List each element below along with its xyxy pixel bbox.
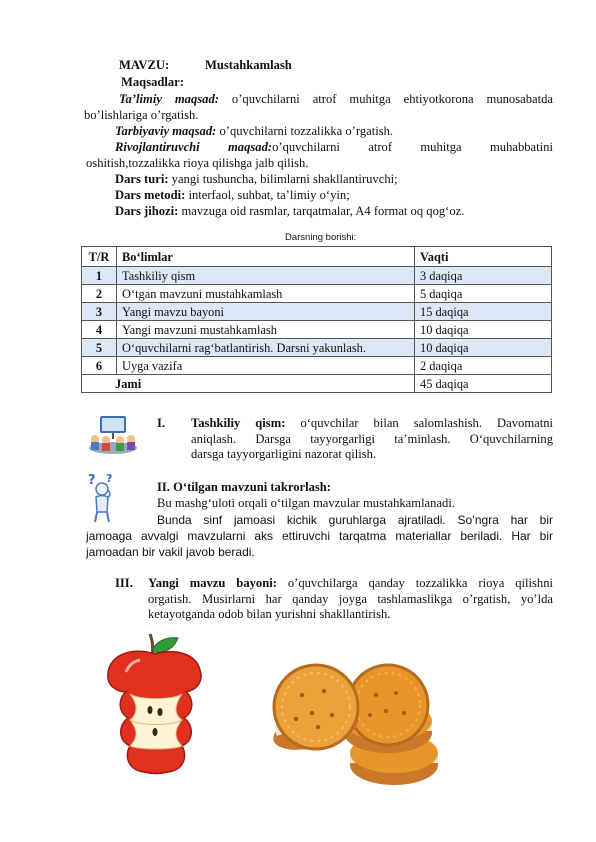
svg-text:?: ? xyxy=(88,473,96,488)
row-section: O‘tgan mavzuni mustahkamlash xyxy=(117,285,415,303)
dars-turi-label: Dars turi: xyxy=(115,172,169,186)
sandwich-cookies-image xyxy=(266,655,446,795)
dars-jihozi-text: mavzuga oid rasmlar, tarqatmalar, A4 format oq qog‘oz. xyxy=(178,204,465,218)
tarbiyaviy-label: Tarbiyaviy maqsad: xyxy=(115,124,217,138)
table-row xyxy=(82,285,552,303)
talimiy-text-2: bo’lishlariga o’rgatish. xyxy=(84,108,199,122)
rivoj-label-1: Rivojlantiruvchi xyxy=(115,140,200,154)
rivoj-word-muhabbatini: muhabbatini xyxy=(489,140,553,154)
section-2-text-2: Bunda sinf jamoasi kichik guruhlarga ajratiladi. So’ngra har bir xyxy=(157,513,553,527)
row-section: O‘quvchilarni rag‘batlantirish. Darsni yakunlash. xyxy=(117,339,415,357)
row-time: 10 daqiqa xyxy=(415,339,552,357)
section-1-body xyxy=(191,416,553,463)
row-number: 5 xyxy=(82,339,117,357)
section-2-text-4: jamoadan bir vakil javob beradi. xyxy=(86,545,255,559)
dars-metodi-label: Dars metodi: xyxy=(115,188,186,202)
row-number: 2 xyxy=(82,285,117,303)
svg-text:?: ? xyxy=(106,472,113,485)
rivoj-text-1: o’quvchilarni xyxy=(272,140,340,154)
section-3-text-2: orgatish. Musirlarni har qanday joyga tashlamaslikga o’rgatish, yo’lda xyxy=(148,591,553,606)
row-number: 4 xyxy=(82,321,117,339)
dars-turi-line xyxy=(115,172,398,187)
mavzu-label: MAVZU: xyxy=(119,58,170,72)
section-2-text-3: jamoaga avvalgi mavzularni aks ettiruvchi tarqatma materiallar beriladi. Har bir xyxy=(86,529,553,543)
total-value: 45 daqiqa xyxy=(415,375,552,393)
row-number: 6 xyxy=(82,357,117,375)
dars-jihozi-line xyxy=(115,204,464,219)
rivoj-label-2: maqsad: xyxy=(228,140,273,154)
section-1-text-2: aniqlash. Darsga tayyorgarligi ta’minlash. O‘quvchilarning xyxy=(191,431,553,446)
rivoj-text-2: oshitish,tozzalikka rioya qilishga jalb qilish. xyxy=(86,156,309,170)
mavzu-value: Mustahkamlash xyxy=(205,58,292,72)
column-header-tr: T/R xyxy=(82,247,117,267)
section-3-body xyxy=(148,576,553,623)
tarbiyaviy-text: o’quvchilarni tozzalikka o’rgatish. xyxy=(216,124,394,138)
column-header-time: Vaqti xyxy=(415,247,552,267)
table-row xyxy=(82,267,552,285)
table-total-row xyxy=(82,375,552,393)
dars-turi-text: yangi tushuncha, bilimlarni shakllantiruvchi; xyxy=(168,172,398,186)
section-3-number: III. xyxy=(115,576,133,590)
section-1-title: Tashkiliy qism: xyxy=(191,416,286,430)
row-number: 3 xyxy=(82,303,117,321)
column-header-sections: Bo‘limlar xyxy=(117,247,415,267)
total-label: Jami xyxy=(82,375,415,393)
row-number: 1 xyxy=(82,267,117,285)
row-section: Yangi mavzuni mustahkamlash xyxy=(117,321,415,339)
row-time: 3 daqiqa xyxy=(415,267,552,285)
dars-metodi-text: interfaol, suhbat, ta’limiy o‘yin; xyxy=(185,188,350,202)
row-section: Tashkiliy qism xyxy=(117,267,415,285)
row-time: 5 daqiqa xyxy=(415,285,552,303)
section-1-text-3: darsga tayyorgarligini nazorat qilish. xyxy=(191,447,377,462)
row-time: 2 daqiqa xyxy=(415,357,552,375)
section-2-paragraph xyxy=(86,512,553,560)
table-row xyxy=(82,357,552,375)
rivoj-word-atrof: atrof xyxy=(368,140,393,154)
section-3-text-1: o’quvchilarga qanday tozzalikka rioya qilishni xyxy=(276,576,553,590)
classroom-icon xyxy=(86,412,140,456)
section-1-number: I. xyxy=(157,416,166,430)
table-header-row xyxy=(82,247,552,267)
dars-jihozi-label: Dars jihozi: xyxy=(115,204,179,218)
table-row xyxy=(82,339,552,357)
rivoj-word-muhitga: muhitga xyxy=(420,140,462,154)
maqsadlar-heading: Maqsadlar: xyxy=(121,75,184,89)
table-row xyxy=(82,303,552,321)
rivoj-line xyxy=(115,140,553,155)
table-row xyxy=(82,321,552,339)
section-2-title: II. O‘tilgan mavzuni takrorlash: xyxy=(157,480,331,494)
section-3-title: Yangi mavzu bayoni: xyxy=(148,576,277,590)
talimiy-text: o’quvchilarni atrof muhitga ehtiyotkorona munosabatda xyxy=(218,92,553,106)
row-time: 15 daqiqa xyxy=(415,303,552,321)
dars-metodi-line xyxy=(115,188,350,203)
row-section: Yangi mavzu bayoni xyxy=(117,303,415,321)
talimiy-label: Ta’limiy maqsad: xyxy=(119,92,219,106)
lesson-plan-table xyxy=(81,246,552,393)
section-3-text-3: ketayotganda odob bilan yurishni shakllantirish. xyxy=(148,607,391,622)
row-section: Uyga vazifa xyxy=(117,357,415,375)
tarbiyaviy-line xyxy=(115,124,393,139)
row-time: 10 daqiqa xyxy=(415,321,552,339)
apple-core-image xyxy=(100,632,210,780)
section-2-text-1: Bu mashg‘uloti orqali o‘tilgan mavzular mustahkamlanadi. xyxy=(157,496,455,510)
section-1-text-1: o‘quvchilar bilan salomlashish. Davomatni xyxy=(285,416,554,430)
table-caption: Darsning borishi: xyxy=(285,232,357,243)
talimiy-line xyxy=(119,92,553,107)
